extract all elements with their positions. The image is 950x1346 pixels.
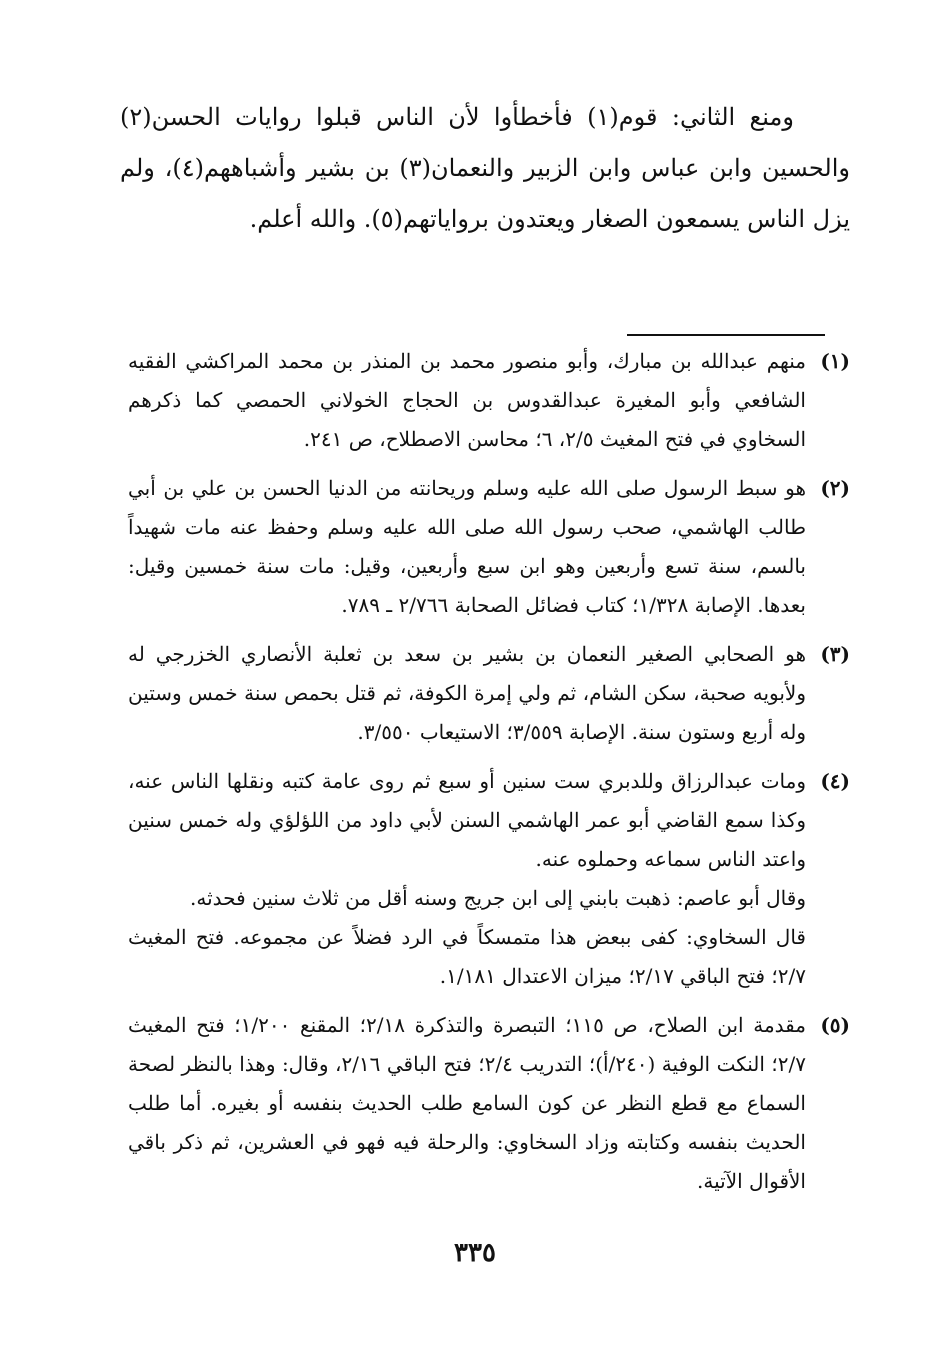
footnote-2 [128,469,850,625]
footnote-text: منهم عبدالله بن مبارك، وأبو منصور محمد بن المنذر بن محمد المراكشي الفقيه الشافعي وأبو المغيرة عبدالقدوس بن الحجاج الخولاني الحمصي كما ذكرهم السخاوي في فتح المغيث ٢/٥، ٦؛ محاسن الاصطلاح، ص ٢٤١. [128,349,806,451]
footnote-text: مقدمة ابن الصلاح، ص ١١٥؛ التبصرة والتذكرة ٢/١٨؛ المقنع ١/٢٠٠؛ فتح المغيث ٢/٧؛ النكت الوفية (٢٤٠/أ)؛ التدريب ٢/٤؛ فتح الباقي ٢/١٦، وقال: وهذا بالنظر لصحة السماع مع قطع النظر عن كون السامع طلب الحديث بنفسه أو بغيره. أما طلب الحديث بنفسه وكتابته وزاد السخاوي: والرحلة فيه فهو في العشرين، ثم ذكر باقي الأقوال الآتية. [128,1013,806,1193]
footnote-body [128,469,806,625]
footnote-body [128,342,806,459]
footnote-3 [128,635,850,752]
page-number: ٣٣٥ [454,1238,496,1268]
footnote-5 [128,1006,850,1201]
footnote-1 [128,342,850,459]
footnote-text: وقال أبو عاصم: ذهبت بابني إلى ابن جريج وسنه أقل من ثلاث سنين فحدثه. [190,886,806,910]
main-paragraph: ومنع الثاني: قوم(١) فأخطأوا لأن الناس قبلوا روايات الحسن(٢) والحسين وابن عباس وابن الزبير والنعمان(٣) بن بشير وأشباههم(٤)، ولم يزل الناس يسمعون الصغار ويعتدون برواياتهم(٥). والله أعلم. [120,103,850,233]
footnote-number: (٢) [820,476,850,500]
footnote-body [128,1006,806,1201]
footnote-4 [128,762,850,996]
footnote-text: قال السخاوي: كفى ببعض هذا متمسكاً في الرد فضلاً عن مجموعه. فتح المغيث ٢/٧؛ فتح الباقي ٢/١٧؛ ميزان الاعتدال ١/١٨١. [128,925,806,988]
footnotes [128,332,850,1201]
footnote-body [128,762,806,996]
footnote-text: ومات عبدالرزاق وللدبري ست سنين أو سبع ثم روى عامة كتبه ونقلها الناس عنه، وكذا سمع القاضي أبو عمر الهاشمي السنن لأبي داود من اللؤلؤي وله خمس سنين واعتد الناس سماعه وحملوه عنه. [128,769,806,871]
footnote-text: هو سبط الرسول صلى الله عليه وسلم وريحانته من الدنيا الحسن بن علي بن أبي طالب الهاشمي، صحب رسول الله صلى الله عليه وسلم وحفظ عنه مات شهيداً بالسم، سنة تسع وأربعين وهو ابن سبع وأربعين، وقيل: مات سنة خمسين وقيل: بعدها. الإصابة ١/٣٢٨؛ كتاب فضائل الصحابة ٢/٧٦٦ ـ ٧٨٩. [128,476,806,617]
footnote-number: (٥) [820,1013,850,1037]
footnote-number: (٤) [820,769,850,793]
footnote-body [128,635,806,752]
footnote-number: (١) [820,349,850,373]
main-text-block [120,92,850,245]
footnote-number: (٣) [820,642,850,666]
footnote-text: هو الصحابي الصغير النعمان بن بشير بن سعد بن ثعلبة الأنصاري الخزرجي له ولأبويه صحبة، سكن الشام، ثم ولي إمرة الكوفة، ثم قتل بحمص سنة خمس وستين وله أربع وستون سنة. الإصابة ٣/٥٥٩؛ الاستيعاب ٣/٥٥٠. [128,642,806,744]
